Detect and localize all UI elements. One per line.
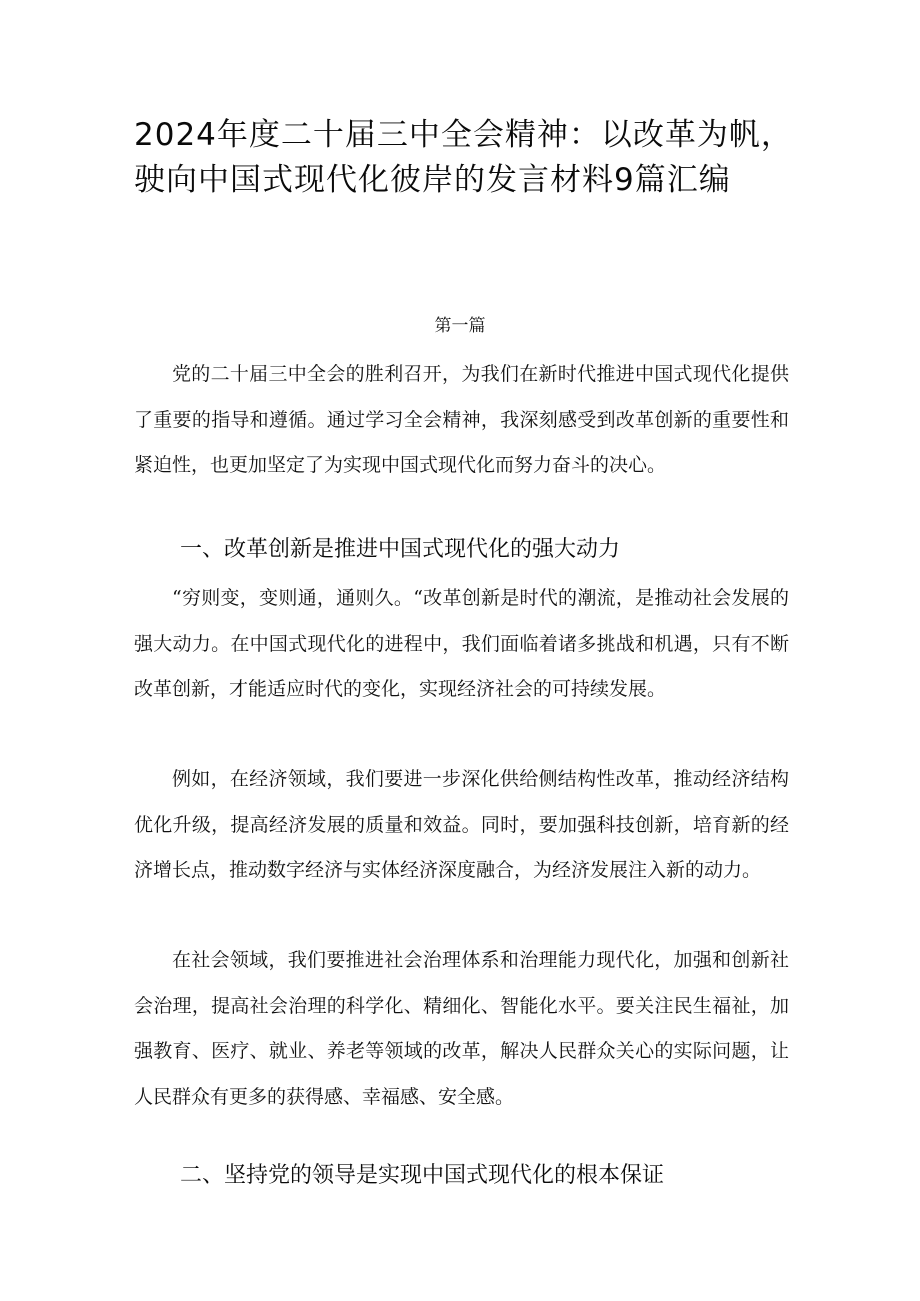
section-label: 第一篇 — [434, 316, 486, 336]
body-paragraph-1: “穷则变，变则通，通则久。“改革创新是时代的潮流，是推动社会发展的强大动力。在中国式现代化的进程中，我们面临着诸多挑战和机遇，只有不断改革创新，才能适应时代的变化，实现经济社会的可持续发展。 — [134, 587, 789, 700]
intro-paragraph: 党的二十届三中全会的胜利召开，为我们在新时代推进中国式现代化提供了重要的指导和遵循。通过学习全会精神，我深刻感受到改革创新的重要性和紧迫性，也更加坚定了为实现中国式现代化而努力奋斗的决心。 — [134, 363, 789, 476]
document-title: 2024年度二十届三中全会精神：以改革为帆，驶向中国式现代化彼岸的发言材料9篇汇编 — [134, 117, 793, 198]
body-paragraph-3: 在社会领域，我们要推进社会治理体系和治理能力现代化，加强和创新社会治理，提高社会治理的科学化、精细化、智能化水平。要关注民生福祉，加强教育、医疗、就业、养老等领域的改革，解决人民群众关心的实际问题，让人民群众有更多的获得感、幸福感、安全感。 — [134, 949, 789, 1108]
body-paragraph-2: 例如，在经济领域，我们要进一步深化供给侧结构性改革，推动经济结构优化升级，提高经济发展的质量和效益。同时，要加强科技创新，培育新的经济增长点，推动数字经济与实体经济深度融合，为经济发展注入新的动力。 — [134, 768, 789, 881]
section-heading-2: 二、坚持党的领导是实现中国式现代化的根本保证 — [180, 1163, 665, 1188]
section-heading-1: 一、改革创新是推进中国式现代化的强大动力 — [180, 537, 621, 562]
